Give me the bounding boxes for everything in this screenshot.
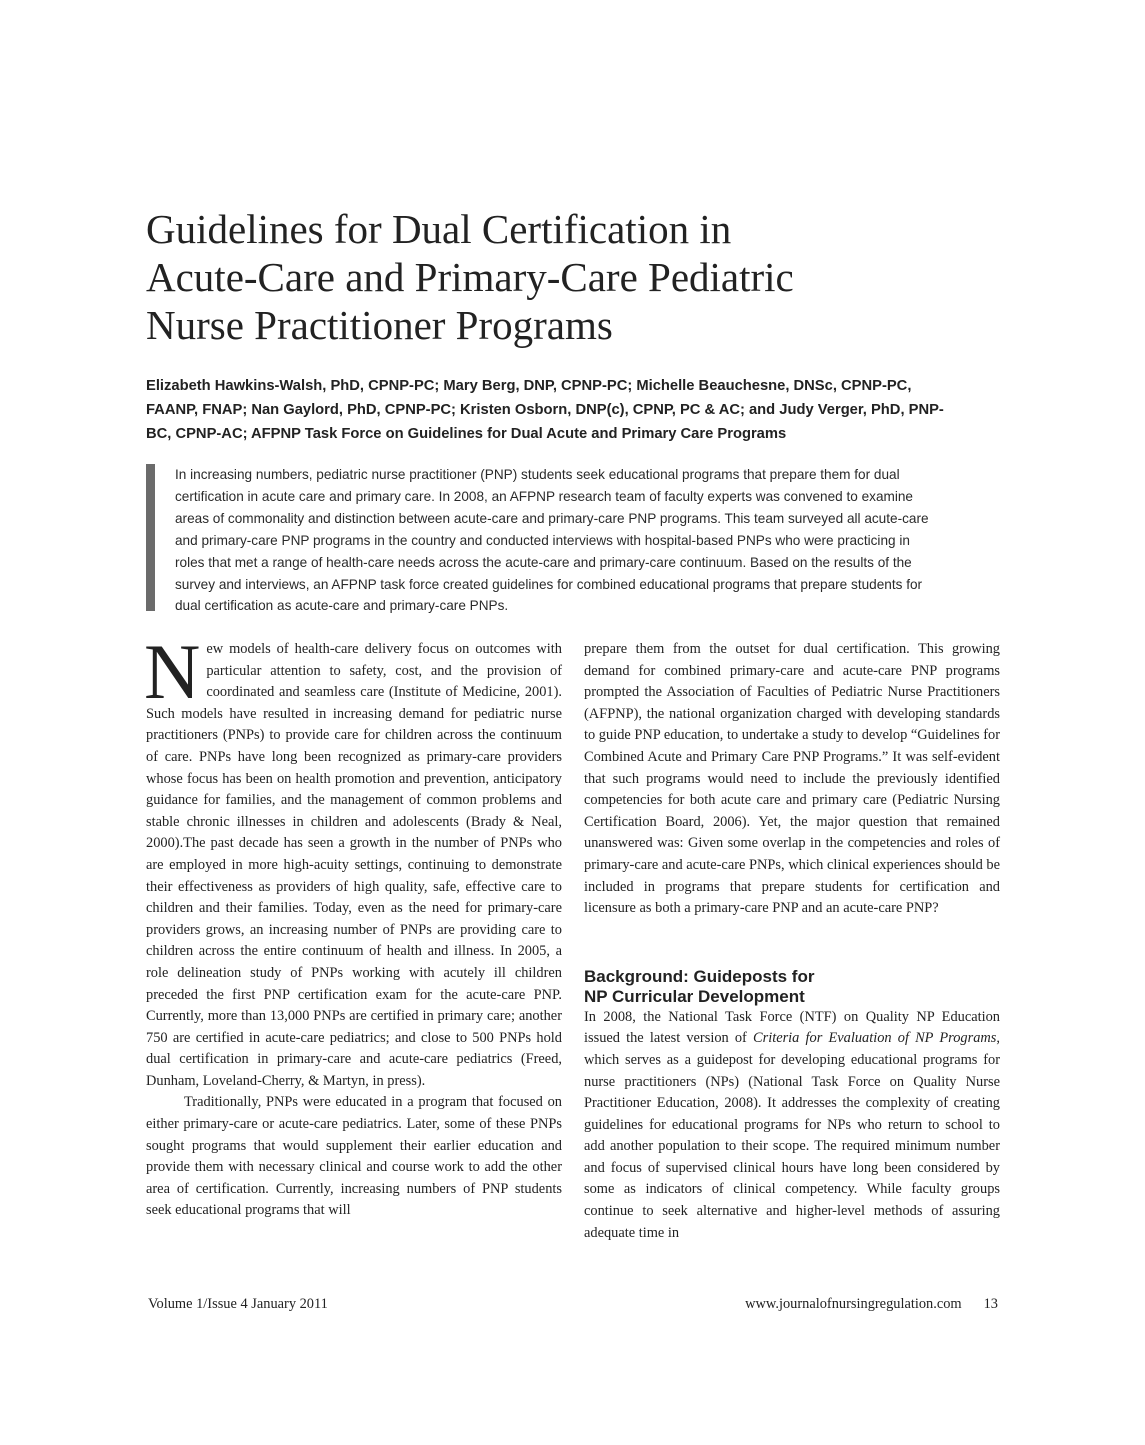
author-line: FAANP, FNAP; Nan Gaylord, PhD, CPNP-PC; Kristen Osborn, DNP(c), CPNP, PC & AC; and Judy Verger, PhD, PNP- [146, 401, 944, 418]
author-line: Elizabeth Hawkins-Walsh, PhD, CPNP-PC; Mary Berg, DNP, CPNP-PC; Michelle Beauchesne, DNSc, CPNP-PC, [146, 377, 912, 394]
body-column-left [144, 628, 562, 1222]
article-title [146, 205, 1046, 349]
body-column-right [584, 639, 1000, 1244]
page-number: 13 [983, 1296, 998, 1312]
author-line: BC, CPNP-AC; AFPNP Task Force on Guidelines for Dual Acute and Primary Care Programs [146, 425, 787, 442]
title-line: Acute-Care and Primary-Care Pediatric [146, 254, 794, 300]
section-heading-line: NP Curricular Development [584, 986, 805, 1006]
abstract [175, 464, 1005, 617]
body-paragraph: prepare them from the outset for dual certification. This growing demand for combined primary-care and acute-care PNP programs prompted the Association of Faculties of Pediatric Nurse Practitioners (AFPNP), the national organization charged with developing standards to guide PNP education, to undertake a study to develop “Guidelines for Combined Acute and Primary Care PNP Programs.” It was self-evident that such programs would need to include the previously identified competencies for both acute care and primary care (Pediatric Nursing Certification Board, 2006). Yet, the major question that remained unanswered was: Given some overlap in the competencies and roles of primary-care and acute-care PNPs, which clinical experiences should be included in programs that prepare students for certification and licensure as both a primary-care PNP and an acute-care PNP? [584, 641, 1000, 917]
section-heading [584, 967, 1000, 1007]
abstract-line: dual certification as acute-care and primary-care PNPs. [175, 598, 509, 614]
footer-issue-info: Volume 1/Issue 4 January 2011 [148, 1296, 328, 1312]
abstract-line: areas of commonality and distinction between acute-care and primary-care PNP programs. This team surveyed all acute-care [175, 510, 929, 526]
italic-title: Criteria for Evaluation of NP Programs [753, 1030, 997, 1047]
paragraph-text: , which serves as a guidepost for developing educational programs for nurse practitioners (NPs) (National Task Force on Quality Nurse Practitioner Education, 2008). It addresses the complexity of creating guidelines for educational programs for NPs who return to school to add another population to their scope. The required minimum number and focus of supervised clinical hours have long been considered by some as indicators of clinical competency. While faculty groups continue to seek alternative and higher-level methods of assuring adequate time in [584, 1030, 1000, 1241]
paragraph-text: ew models of health-care delivery focus on outcomes with particular attention to safety, cost, and the provision of coordinated and seamless care (Institute of Medicine, 2001). Such models have resulted in increasing demand for pediatric nurse practitioners (PNPs) to provide care for children across the continuum of care. PNPs have long been recognized as primary-care providers whose focus has been on health promotion and prevention, anticipatory guidance for families, and the management of common problems and stable chronic illnesses in children and adolescents (Brady & Neal, 2000).The past decade has seen a growth in the number of PNPs who are employed in more high-acuity settings, continuing to demonstrate their effectiveness as providers of high quality, safe, effective care to children and their families. Today, even as the need for primary-care providers grows, an increasing number of PNPs are providing care to children across the entire continuum of health and illness. In 2005, a role delineation study of PNPs working with acutely ill children preceded the first PNP certification exam for the acute-care PNP. Currently, more than 13,000 PNPs are certified in primary care; another 750 are certified in acute-care pediatrics; and close to 500 PNPs hold dual certification in primary-care and acute-care pediatrics (Freed, Dunham, Loveland-Cherry, & Martyn, in press). [146, 641, 562, 1089]
footer-url[interactable]: www.journalofnursingregulation.com [745, 1296, 962, 1312]
abstract-line: survey and interviews, an AFPNP task force created guidelines for combined educational programs that prepare students for [175, 576, 923, 592]
title-line: Guidelines for Dual Certification in [146, 206, 732, 252]
abstract-line: certification in acute care and primary care. In 2008, an AFPNP research team of faculty experts was convened to examine [175, 488, 913, 504]
paragraph-text: In 2008, the National Task Force (NTF) on Quality NP Education issued the latest version of [584, 1008, 1000, 1047]
footer-right [745, 1296, 998, 1313]
abstract-line: roles that met a range of health-care needs across the acute-care and primary-care continuum. Based on the results of the [175, 554, 912, 570]
drop-cap: N [144, 628, 201, 715]
abstract-line: and primary-care PNP programs in the country and conducted interviews with hospital-based PNPs who were practicing in [175, 532, 910, 548]
body-paragraph: Traditionally, PNPs were educated in a program that focused on either primary-care or acute-care pediatrics. Later, some of these PNPs sought programs that would supplement their earlier education and provide them with necessary clinical and course work to add the other area of certification. Currently, increasing numbers of PNP students seek educational programs that will [146, 1094, 562, 1219]
author-list [146, 374, 980, 446]
body-paragraph [144, 628, 562, 1092]
title-line: Nurse Practitioner Programs [146, 302, 613, 348]
section-heading-line: Background: Guideposts for [584, 966, 815, 986]
body-paragraph [584, 1007, 1000, 1245]
abstract-accent-bar [146, 464, 155, 611]
abstract-line: In increasing numbers, pediatric nurse practitioner (PNP) students seek educational programs that prepare them for dual [175, 467, 900, 482]
